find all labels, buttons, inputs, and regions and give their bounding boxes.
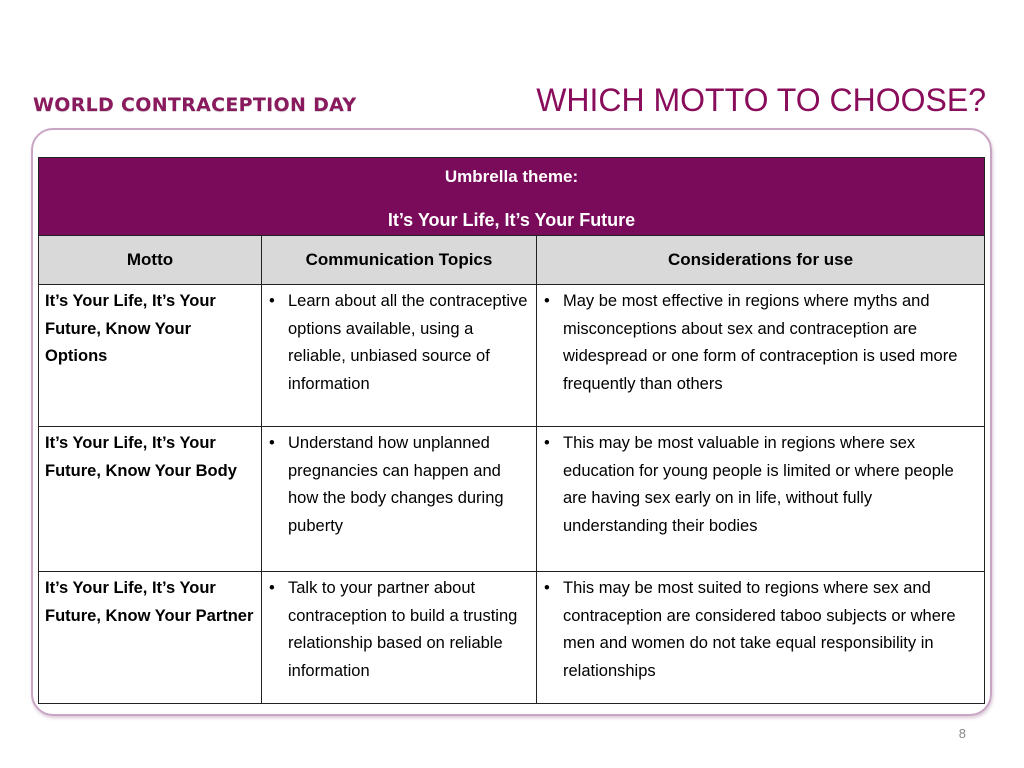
logo-text: WORLD CONTRACEPTION DAY — [33, 94, 357, 116]
bullet-icon: • — [544, 292, 550, 310]
bullet-icon: • — [544, 434, 550, 452]
table-row — [39, 427, 985, 572]
topic-item — [268, 575, 532, 685]
topic-text: Talk to your partner about contraception to build a trusting relationship based on reliable information — [288, 579, 518, 680]
umbrella-theme: It’s Your Life, It’s Your Future — [387, 210, 636, 230]
motto-cell: It’s Your Life, It’s Your Future, Know Your Options — [39, 285, 262, 427]
umbrella-row — [39, 158, 985, 236]
table-row — [39, 285, 985, 427]
consideration-item — [543, 288, 980, 398]
umbrella-label: Umbrella theme: — [444, 167, 579, 186]
consideration-item — [543, 430, 980, 540]
topic-item — [268, 430, 532, 540]
consideration-cell — [537, 427, 985, 572]
bullet-icon: • — [269, 434, 275, 452]
consideration-cell — [537, 285, 985, 427]
table-row — [39, 572, 985, 704]
motto-cell: It’s Your Life, It’s Your Future, Know Your Partner — [39, 572, 262, 704]
umbrella-cell — [39, 158, 985, 236]
consideration-item — [543, 575, 980, 685]
column-header-topics: Communication Topics — [262, 236, 537, 285]
motto-cell: It’s Your Life, It’s Your Future, Know Your Body — [39, 427, 262, 572]
motto-table — [38, 157, 985, 704]
consideration-text: This may be most suited to regions where sex and contraception are considered taboo subjects or where men and women do not take equal responsibility in relationships — [563, 579, 956, 680]
bullet-icon: • — [544, 579, 550, 597]
column-header-considerations: Considerations for use — [537, 236, 985, 285]
topic-text: Learn about all the contraceptive options available, using a reliable, unbiased source of information — [288, 292, 528, 393]
topic-cell — [262, 427, 537, 572]
consideration-text: This may be most valuable in regions where sex education for young people is limited or where people are having sex early on in life, without fully understanding their bodies — [563, 434, 954, 535]
page-number: 8 — [958, 726, 966, 741]
column-header-motto: Motto — [39, 236, 262, 285]
topic-cell — [262, 572, 537, 704]
consideration-cell — [537, 572, 985, 704]
topic-text: Understand how unplanned pregnancies can happen and how the body changes during puberty — [288, 434, 504, 535]
consideration-text: May be most effective in regions where myths and misconceptions about sex and contraception are widespread or one form of contraception is used more frequently than others — [563, 292, 958, 393]
topic-item — [268, 288, 532, 398]
table-header-row — [39, 236, 985, 285]
bullet-icon: • — [269, 292, 275, 310]
slide-title: WHICH MOTTO TO CHOOSE? — [536, 82, 986, 118]
bullet-icon: • — [269, 579, 275, 597]
topic-cell — [262, 285, 537, 427]
